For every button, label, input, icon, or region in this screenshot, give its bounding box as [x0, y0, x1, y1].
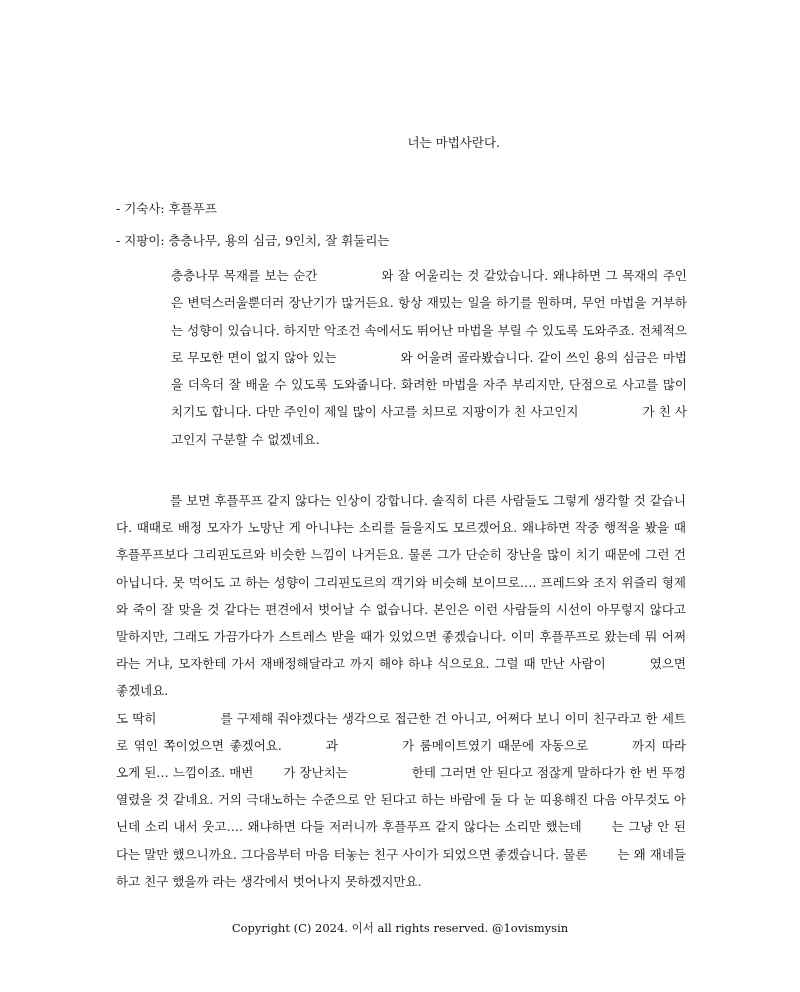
body-text-11: 는 왜 재네들하고 친구 했을까 라는 생각에서 벗어나지 못하겠지만요.	[116, 846, 687, 889]
wand-line: - 지팡이: 층층나무, 용의 심금, 9인치, 잘 휘둘리는	[116, 233, 390, 248]
house-line: - 기숙사: 후플푸프	[116, 201, 217, 216]
body-text-6: 가 룸메이트였기 때문에 자동으로	[401, 737, 589, 753]
body-text-8: 가 장난치는	[283, 765, 348, 781]
wand-text-1: 층층나무 목재를 보는 순간	[171, 268, 318, 283]
wand-description	[171, 262, 687, 453]
body-text-2: 였으면 좋겠네요.	[116, 656, 686, 699]
wand-text-2: 와 잘 어울리는 것 같았습니다. 왜냐하면 그 목재의 주인은 변덕스러울뿐더러 장난기가 많거든요. 항상 재밌는 일을 하기를 원하며, 무언 마법을 거부하는 성향이 있습니다. 하지만 악조건 속에서도 뛰어난 마법을 부릴 수 있도록 도와주죠. 전체적으로 무모한 면이 없지 않아 있는	[171, 268, 687, 365]
body-text-5: 과	[325, 737, 338, 753]
body-text-1: 를 보면 후플푸프 같지 않다는 인상이 강합니다. 솔직히 다른 사람들도 그렇게 생각할 것 같습니다. 때때로 배정 모자가 노망난 게 아니냐는 소리를 들을지도 모르겠어요. 왜냐하면 작중 행적을 봤을 때 후플푸프보다 그리핀도르와 비슷한 느낌이 나거든요. 물론 그가 단순히 장난을 많이 치기 때문에 그런 건 아닙니다. 못 먹어도 고 하는 성향이 그리핀도르의 객기와 비슷해 보이므로…. 프레드와 조지 위즐리 형제와 죽이 잘 맞을 것 같다는 편견에서 벗어날 수 없습니다. 본인은 이런 사람들의 시선이 아무렇지 않다고 말하지만, 그래도 가끔가다가 스트레스 받을 때가 있었으면 좋겠습니다. 이미 후플푸프로 왔는데 뭐 어쩌라는 거냐, 모자한테 가서 재배정해달라고 까지 해야 하냐 식으로요. 그럴 때 만난 사람이	[116, 493, 686, 672]
body-text-7: 까지 따라오게 된… 느낌이죠. 매번	[116, 737, 686, 781]
body-paragraph	[116, 487, 686, 895]
body-text-4: 를 구제해 줘야겠다는 생각으로 접근한 건 아니고, 어쩌다 보니 이미 친구라고 한 세트로 엮인 쪽이었으면 좋겠어요.	[116, 710, 686, 753]
wand-text-4: 가 친 사고인지 구분할 수 없겠네요.	[171, 404, 687, 447]
body-text-3: 도 딱히	[116, 710, 157, 726]
page-title: 너는 마법사란다.	[407, 135, 500, 150]
copyright-footer: Copyright (C) 2024. 이서 all rights reserved. @1ovismysin	[231, 921, 569, 935]
body-text-9: 한테 그러면 안 된다고 점잖게 말하다가 한 번 뚜껑 열렸을 것 같네요. 거의 극대노하는 수준으로 안 된다고 하는 바람에 둘 다 눈 띠용해진 다음 아무것도 아닌데 소리 내서 웃고…. 왜냐하면 다들 저러니까 후플푸프 같지 않다는 소리만 했는데	[116, 765, 686, 835]
wand-text-3: 와 어울려 골라봤습니다. 같이 쓰인 용의 심금은 마법을 더욱더 잘 배울 수 있도록 도와줍니다. 화려한 마법을 자주 부리지만, 단점으로 사고를 많이 치기도 합니다. 다만 주인이 제일 많이 사고를 치므로 지팡이가 친 사고인지	[171, 349, 687, 420]
body-text-10: 는 그냥 안 된다는 말만 했으니까요. 그다음부터 마음 터놓는 친구 사이가 되었으면 좋겠습니다. 물론	[116, 819, 686, 862]
